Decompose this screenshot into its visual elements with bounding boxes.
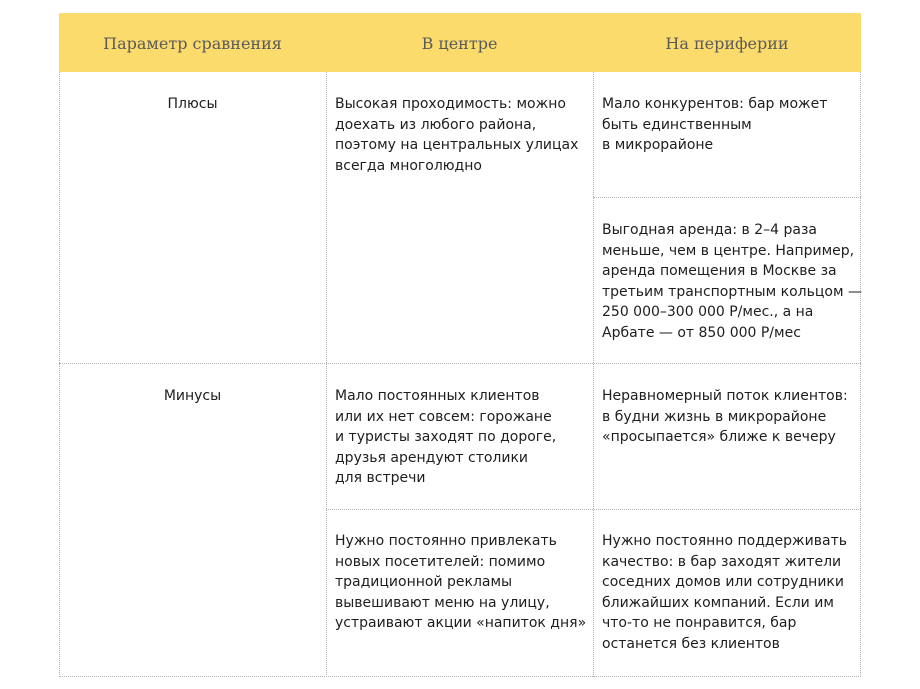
cell-minus-center-1: [335, 386, 556, 489]
text-line: традиционной рекламы: [335, 574, 513, 590]
text-line: друзья арендуют столики: [335, 449, 529, 466]
text-line: в микрорайоне: [602, 137, 714, 153]
text-line: быть единственным: [602, 116, 752, 133]
text-line: третьим транспортным кольцом —: [602, 283, 862, 300]
text-line: Арбате — от 850 000 Р/мес: [602, 324, 801, 341]
text-line: Мало постоянных клиентов: [335, 388, 540, 404]
text-line: новых посетителей: помимо: [335, 553, 546, 570]
text-line: качество: в бар заходят жители: [602, 553, 842, 570]
text-line: Неравномерный поток клиентов:: [602, 388, 848, 404]
text-line: Выгодная аренда: в 2–4 раза: [602, 222, 817, 238]
text-line: в будни жизнь в микрорайоне: [602, 408, 827, 425]
text-line: устраивают акции «напиток дня»: [335, 615, 587, 631]
text-line: 250 000–300 000 Р/мес., а на: [602, 304, 814, 320]
cell-plus-center: [335, 94, 578, 176]
text-line: для встречи: [335, 470, 426, 486]
text-line: Высокая проходимость: можно: [335, 96, 566, 112]
text-line: останется без клиентов: [602, 635, 780, 652]
text-line: доехать из любого района,: [335, 116, 537, 133]
text-line: что-то не понравится, бар: [602, 615, 797, 631]
border-bottom: [59, 676, 861, 677]
border-col2: [593, 72, 594, 677]
text-line: «просыпается» ближе к вечеру: [602, 429, 836, 445]
header-parameter: Параметр сравнения: [103, 34, 282, 53]
text-line: или их нет совсем: горожане: [335, 408, 552, 425]
text-line: соседних домов или сотрудники: [602, 574, 844, 590]
text-line: вывешивают меню на улицу,: [335, 594, 550, 611]
border-right: [860, 72, 861, 677]
cell-minus-periphery-2: [602, 531, 847, 654]
text-line: всегда многолюдно: [335, 157, 482, 174]
comparison-table: [59, 13, 861, 677]
text-line: Нужно постоянно поддерживать: [602, 533, 847, 549]
cell-plus-periphery-1: [602, 94, 827, 156]
text-line: меньше, чем в центре. Например,: [602, 242, 855, 259]
text-line: Нужно постоянно привлекать: [335, 533, 557, 549]
cell-minus-center-2: [335, 531, 586, 634]
cell-minus-periphery-1: [602, 386, 848, 448]
text-line: поэтому на центральных улицах: [335, 137, 579, 153]
header-periphery: На периферии: [665, 34, 789, 53]
text-line: аренда помещения в Москве за: [602, 263, 837, 279]
border-col1: [326, 72, 327, 677]
header-center: В центре: [421, 34, 498, 53]
text-line: и туристы заходят по дороге,: [335, 429, 557, 445]
border-minus-split: [326, 509, 861, 510]
cell-plus-periphery-2: [602, 220, 862, 343]
row-label-minus: Минусы: [163, 388, 222, 404]
text-line: Мало конкурентов: бар может: [602, 96, 828, 112]
table-header: [59, 13, 861, 72]
text-line: ближайших компаний. Если им: [602, 594, 834, 611]
border-row-split: [59, 363, 861, 364]
row-label-plus: Плюсы: [167, 96, 218, 112]
border-periphery-plus-split: [593, 197, 861, 198]
border-left: [59, 72, 60, 677]
